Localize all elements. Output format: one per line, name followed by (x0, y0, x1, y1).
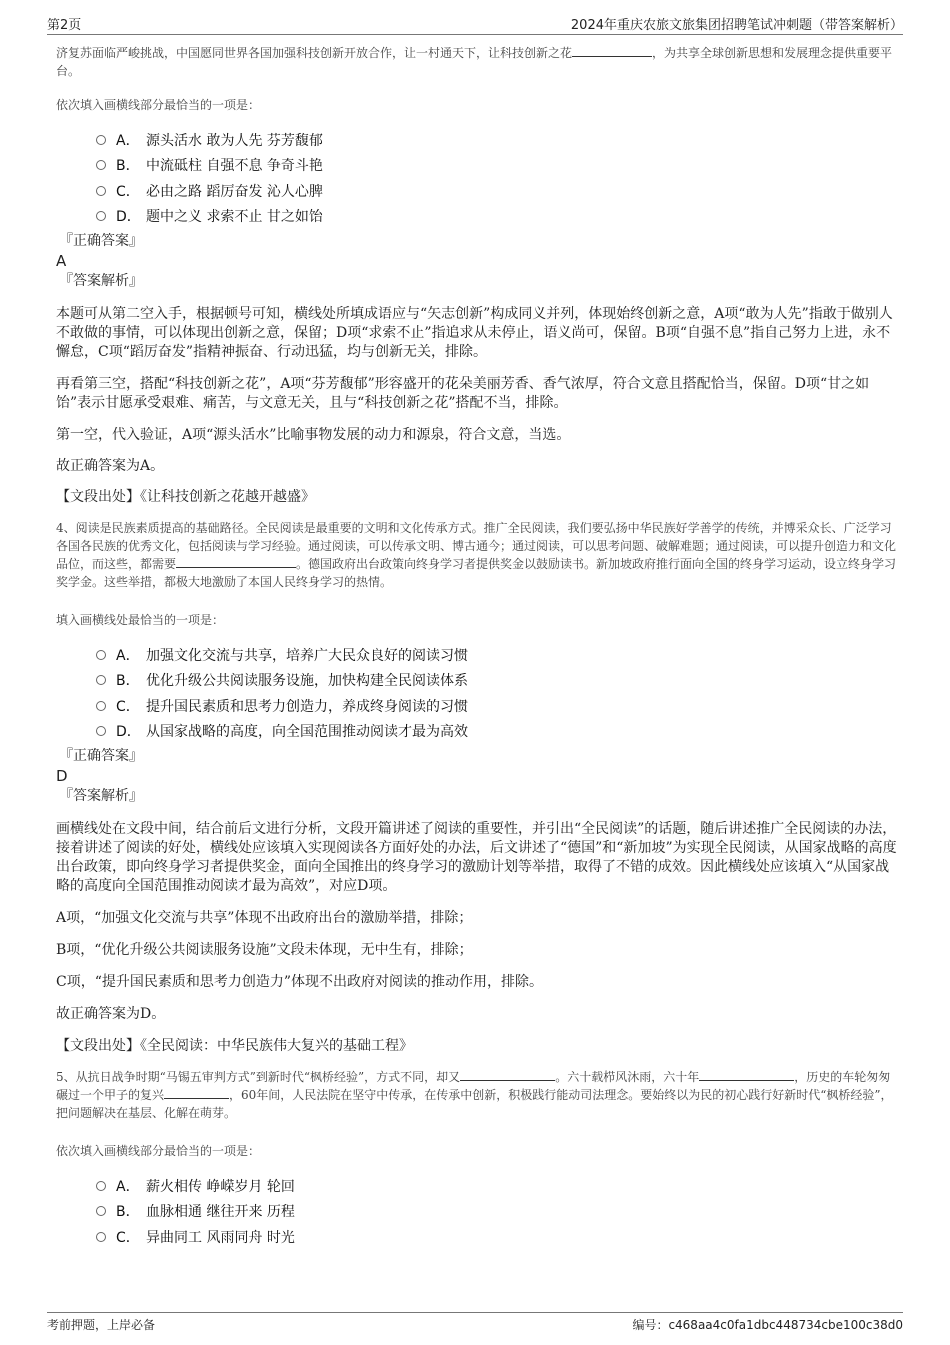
q3-analysis-p3: 第一空，代入验证，A项“源头活水”比喻事物发展的动力和源泉，符合文意，当选。 (56, 427, 571, 443)
radio-icon[interactable] (96, 675, 106, 685)
q4-analysis-label: 『答案解析』 (59, 788, 143, 804)
q4-option-d[interactable] (96, 719, 898, 745)
q4-analysis-p3: B项，“优化升级公共阅读服务设施”文段未体现，无中生有，排除； (56, 942, 473, 958)
radio-icon[interactable] (96, 1181, 106, 1191)
q5-prompt: 依次填入画横线部分最恰当的一项是： (56, 1144, 261, 1158)
q3-option-c[interactable] (96, 178, 898, 204)
q4-answer: D (56, 767, 68, 785)
q4-stem-part2: 。德国政府出台政策向终身学习者提供奖金以鼓励读书。新加坡政府推行面向全国的终身学习运动，设立终身学习奖学金。这些举措，都极大地激励了本国人民终身学习的热情。 (56, 557, 897, 589)
q3-option-b[interactable] (96, 153, 898, 179)
option-key: B． (116, 1204, 140, 1221)
q4-analysis-p4: C项，“提升国民素质和思考力创造力”体现不出政府对阅读的推动作用，排除。 (56, 974, 544, 990)
option-text: 从国家战略的高度，向全国范围推动阅读才最为高效 (146, 724, 468, 741)
q5-option-b[interactable] (96, 1199, 898, 1225)
q5-blank-3 (164, 1086, 229, 1099)
q5-blank-2 (699, 1068, 794, 1081)
option-key: C． (116, 1229, 140, 1246)
q3-option-d[interactable] (96, 204, 898, 230)
q3-option-a[interactable] (96, 127, 898, 153)
option-key: A． (116, 647, 140, 664)
q3-stem (56, 44, 898, 80)
q3-analysis-p1: 本题可从第二空入手，根据顿号可知，横线处所填成语应与“矢志创新”构成同义并列，体现始终创新之意，A项“敢为人先”指敢于做别人不敢做的事情，可以体现出创新之意，保留；D项“求索不止”指追求从未停止，语义尚可，保留。B项“自强不息”指自己努力上进，永不懈怠，C项“蹈厉奋发”指精神振奋、行动迅猛，均与创新无关，排除。 (56, 306, 893, 360)
radio-icon[interactable] (96, 135, 106, 145)
q5-stem-part3: ，历史的车轮匆匆碾过一个甲子的复兴 (56, 1070, 891, 1102)
q5-option-c[interactable] (96, 1224, 898, 1250)
q3-analysis-p2: 再看第三空，搭配“科技创新之花”，A项“芬芳馥郁”形容盛开的花朵美丽芳香、香气浓厚，符合文意且搭配恰当，保留。D项“甘之如饴”表示甘愿承受艰难、痛苦，与文意无关，且与“科技创新之花”搭配不当，排除。 (56, 376, 870, 411)
option-key: A． (116, 1178, 140, 1195)
q4-source: 【文段出处】《全民阅读：中华民族伟大复兴的基础工程》 (56, 1038, 413, 1054)
q4-option-c[interactable] (96, 693, 898, 719)
radio-icon[interactable] (96, 1206, 106, 1216)
q4-analysis-p2: A项，“加强文化交流与共享”体现不出政府出台的激励举措，排除； (56, 910, 473, 926)
q4-correct-label: 『正确答案』 (59, 748, 143, 764)
q3-analysis-label: 『答案解析』 (59, 273, 143, 289)
q3-prompt: 依次填入画横线部分最恰当的一项是： (56, 98, 261, 112)
q5-option-a[interactable] (96, 1173, 898, 1199)
option-text: 源头活水 敢为人先 芬芳馥郁 (146, 132, 323, 149)
page-content (56, 44, 898, 1250)
option-key: C． (116, 698, 140, 715)
option-text: 优化升级公共阅读服务设施，加快构建全民阅读体系 (146, 673, 468, 690)
q3-correct-label: 『正确答案』 (59, 233, 143, 249)
radio-icon[interactable] (96, 186, 106, 196)
option-key: D． (116, 724, 141, 741)
q4-option-a[interactable] (96, 642, 898, 668)
radio-icon[interactable] (96, 726, 106, 736)
option-key: B． (116, 158, 140, 175)
radio-icon[interactable] (96, 211, 106, 221)
option-text: 异曲同工 风雨同舟 时光 (146, 1229, 295, 1246)
option-text: 题中之义 求索不止 甘之如饴 (146, 209, 323, 226)
q3-analysis-p4: 故正确答案为A。 (56, 458, 165, 474)
q5-blank-1 (460, 1068, 555, 1081)
option-text: 中流砥柱 自强不息 争奇斗艳 (146, 158, 323, 175)
q3-blank (572, 44, 652, 57)
q4-options (96, 642, 898, 744)
q5-options (96, 1173, 898, 1250)
q4-analysis-p5: 故正确答案为D。 (56, 1006, 166, 1022)
radio-icon[interactable] (96, 160, 106, 170)
q3-source: 【文段出处】《让科技创新之花越开越盛》 (56, 489, 315, 505)
option-key: B． (116, 673, 140, 690)
q3-stem-part1: 济复苏面临严峻挑战，中国愿同世界各国加强科技创新开放合作，让一村通天下，让科技创新之花 (56, 46, 573, 60)
option-text: 加强文化交流与共享，培养广大民众良好的阅读习惯 (146, 647, 468, 664)
option-key: A． (116, 132, 140, 149)
option-key: C． (116, 183, 140, 200)
q4-stem-part1: 4、阅读是民族素质提高的基础路径。全民阅读是最重要的文明和文化传承方式。推广全民阅读，我们要弘扬中华民族好学善学的传统，并博采众长、广泛学习各国各民族的优秀文化，包括阅读与学习经验。通过阅读，可以传承文明、博古通今；通过阅读，可以思考问题、破解难题；通过阅读，可以提升创造力和文化品位，而这些，都需要 (56, 521, 897, 571)
q4-blank (176, 555, 296, 568)
q5-stem-part2: 。六十载栉风沐雨，六十年 (555, 1070, 700, 1084)
option-text: 薪火相传 峥嵘岁月 轮回 (146, 1178, 295, 1195)
q5-stem (56, 1068, 898, 1122)
q4-prompt: 填入画横线处最恰当的一项是： (56, 613, 225, 627)
option-text: 提升国民素质和思考力创造力，养成终身阅读的习惯 (146, 698, 468, 715)
radio-icon[interactable] (96, 701, 106, 711)
q3-options (96, 127, 898, 229)
q4-analysis-p1: 画横线处在文段中间，结合前后文进行分析，文段开篇讲述了阅读的重要性，并引出“全民阅读”的话题，随后讲述推广全民阅读的办法，接着讲述了阅读的好处，横线处应该填入实现阅读各方面好处的办法，后文讲述了“德国”和“新加坡”为实现全民阅读，从国家战略的高度出台政策，即向终身学习者提供奖金，面向全国推出的终身学习的激励计划等举措，取得了不错的成效。因此横线处应该填入“从国家战略的高度向全国范围推动阅读才最为高效”，对应D项。 (56, 821, 897, 894)
radio-icon[interactable] (96, 650, 106, 660)
document-title: 2024年重庆农旅文旅集团招聘笔试冲刺题（带答案解析） (570, 18, 903, 33)
option-text: 血脉相通 继往开来 历程 (146, 1204, 295, 1221)
document-id: 编号：c468aa4c0fa1dbc448734cbe100c38d0 (632, 1318, 903, 1332)
page-number: 第2页 (47, 18, 82, 33)
q5-stem-part4: ，60年间，人民法院在坚守中传承，在传承中创新，积极践行能动司法理念。要始终以为民的初心践行好新时代“枫桥经验”，把问题解决在基层、化解在萌芽。 (56, 1088, 893, 1120)
page-footer (47, 1312, 903, 1332)
q3-stem-part2: ，为共享全球创新思想和发展理念提供重要平台。 (56, 46, 893, 78)
q5-stem-part1: 5、从抗日战争时期“马锡五审判方式”到新时代“枫桥经验”，方式不同，却又 (56, 1070, 461, 1084)
q3-answer: A (56, 252, 67, 270)
q4-option-b[interactable] (96, 668, 898, 694)
footer-slogan: 考前押题，上岸必备 (47, 1318, 156, 1332)
option-text: 必由之路 蹈厉奋发 沁人心脾 (146, 183, 323, 200)
page-header (47, 12, 903, 35)
option-key: D． (116, 209, 141, 226)
radio-icon[interactable] (96, 1232, 106, 1242)
q4-stem (56, 519, 898, 591)
